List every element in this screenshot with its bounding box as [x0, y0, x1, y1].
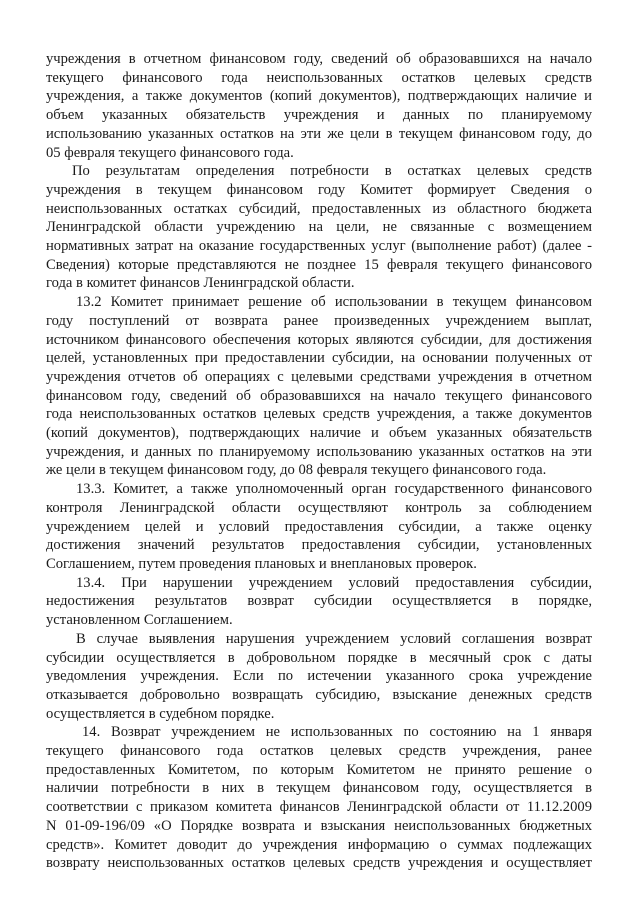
text-line: установленном Соглашением. — [46, 612, 233, 629]
text-line: учреждения, а также документов (копий документов), подтверждающих наличие и — [46, 88, 592, 105]
paragraph-first-line: 13.2 Комитет принимает решение об использовании в текущем финансовом — [76, 294, 592, 311]
text-line: текущего финансового года остатков целевых средств учреждения, ранее — [46, 743, 592, 760]
text-line: осуществляется в судебном порядке. — [46, 705, 275, 722]
paragraph-first-line: 13.3. Комитет, а также уполномоченный орган государственного финансового — [76, 481, 592, 498]
text-line: Сведения) которые представляются не позднее 15 февраля текущего финансового — [46, 256, 592, 273]
text-line: года в комитет финансов Ленинградской области. — [46, 275, 355, 292]
text-line: учреждения в отчетном финансовом году, сведений об образовавшихся на начало — [46, 51, 592, 67]
text-line: (копий документов), подтверждающих наличие и объем указанных обязательств — [46, 425, 592, 442]
text-line: объем указанных обязательств учреждения и данных по планируемому — [46, 107, 592, 124]
text-line: финансовом году, сведений об образовавшихся на начало текущего финансового — [46, 387, 592, 404]
text-line: учреждения в текущем финансовом году Комитет формирует Сведения о — [46, 181, 592, 198]
text-line: году поступлений от возврата ранее произведенных учреждением выплат, — [46, 312, 592, 329]
text-line: целей, установленных при предоставлении субсидии, на основании полученных от — [46, 350, 592, 367]
text-line: Соглашением, путем проведения плановых и внеплановых проверок. — [46, 555, 477, 572]
text-line: наличии потребности в них в текущем финансовом году, осуществляется в — [46, 780, 592, 797]
text-line: возврату неиспользованных остатков целевых средств учреждения и осуществляет — [46, 855, 592, 872]
text-line: отказывается добровольно возвращать субсидию, взыскание денежных средств — [46, 686, 592, 703]
paragraph-first-line: 14. Возврат учреждением не использованных по состоянию на 1 января — [82, 724, 592, 741]
text-line: использованию указанных остатков на эти же цели в текущем финансовом году, до — [46, 125, 592, 142]
text-line: N 01-09-196/09 «О Порядке возврата и взыскания неиспользованных бюджетных — [46, 817, 592, 834]
text-line: соответствии с приказом комитета финансов Ленинградской области от 11.12.2009 — [46, 799, 592, 816]
text-line: средств». Комитет доводит до учреждения информацию о суммах подлежащих — [46, 836, 592, 853]
text-line: же цели в текущем финансовом году, до 08 февраля текущего финансового года. — [46, 462, 547, 479]
text-line: учреждения отчетов об операциях с целевыми средствами учреждения в отчетном — [46, 368, 592, 385]
text-line: уведомления учреждения. Если по истечении указанного срока учреждение — [46, 668, 592, 685]
paragraph-first-line: По результатам определения потребности в остатках целевых средств — [72, 163, 592, 180]
text-line: субсидии осуществляется в добровольном порядке в месячный срок с даты — [46, 649, 592, 666]
text-line: текущего финансового года неиспользованных остатков целевых средств — [46, 69, 592, 86]
text-line: 05 февраля текущего финансового года. — [46, 144, 294, 161]
text-line: контроля Ленинградской области осуществляют контроль за соблюдением — [46, 499, 592, 516]
text-line: учреждения, и данных по планируемому использованию указанных остатков на эти — [46, 443, 592, 460]
text-line: неиспользованных остатках субсидий, предоставленных из областного бюджета — [46, 200, 592, 217]
text-line: недостижения результатов возврат субсидии осуществляется в порядке, — [46, 593, 592, 610]
text-line: учреждением целей и условий предоставления субсидии, а также оценку — [46, 518, 592, 535]
text-line: нормативных затрат на оказание государственных услуг (выполнение работ) (далее - — [46, 238, 592, 255]
paragraph-first-line: 13.4. При нарушении учреждением условий предоставления субсидии, — [76, 574, 592, 591]
paragraph-first-line: В случае выявления нарушения учреждением условий соглашения возврат — [76, 630, 592, 647]
text-line: источником финансового обеспечения которых являются субсидии, для достижения — [46, 331, 592, 348]
text-line: достижения значений результатов предоставления субсидии, установленных — [46, 537, 592, 554]
text-line: года неиспользованных остатков целевых средств учреждения, а также документов — [46, 406, 592, 423]
text-line: предоставленных Комитетом, по которым Комитетом не принято решение о — [46, 761, 592, 778]
text-line: Ленинградской области учреждению на цели, не связанные с возмещением — [46, 219, 592, 236]
document-body — [46, 50, 592, 873]
